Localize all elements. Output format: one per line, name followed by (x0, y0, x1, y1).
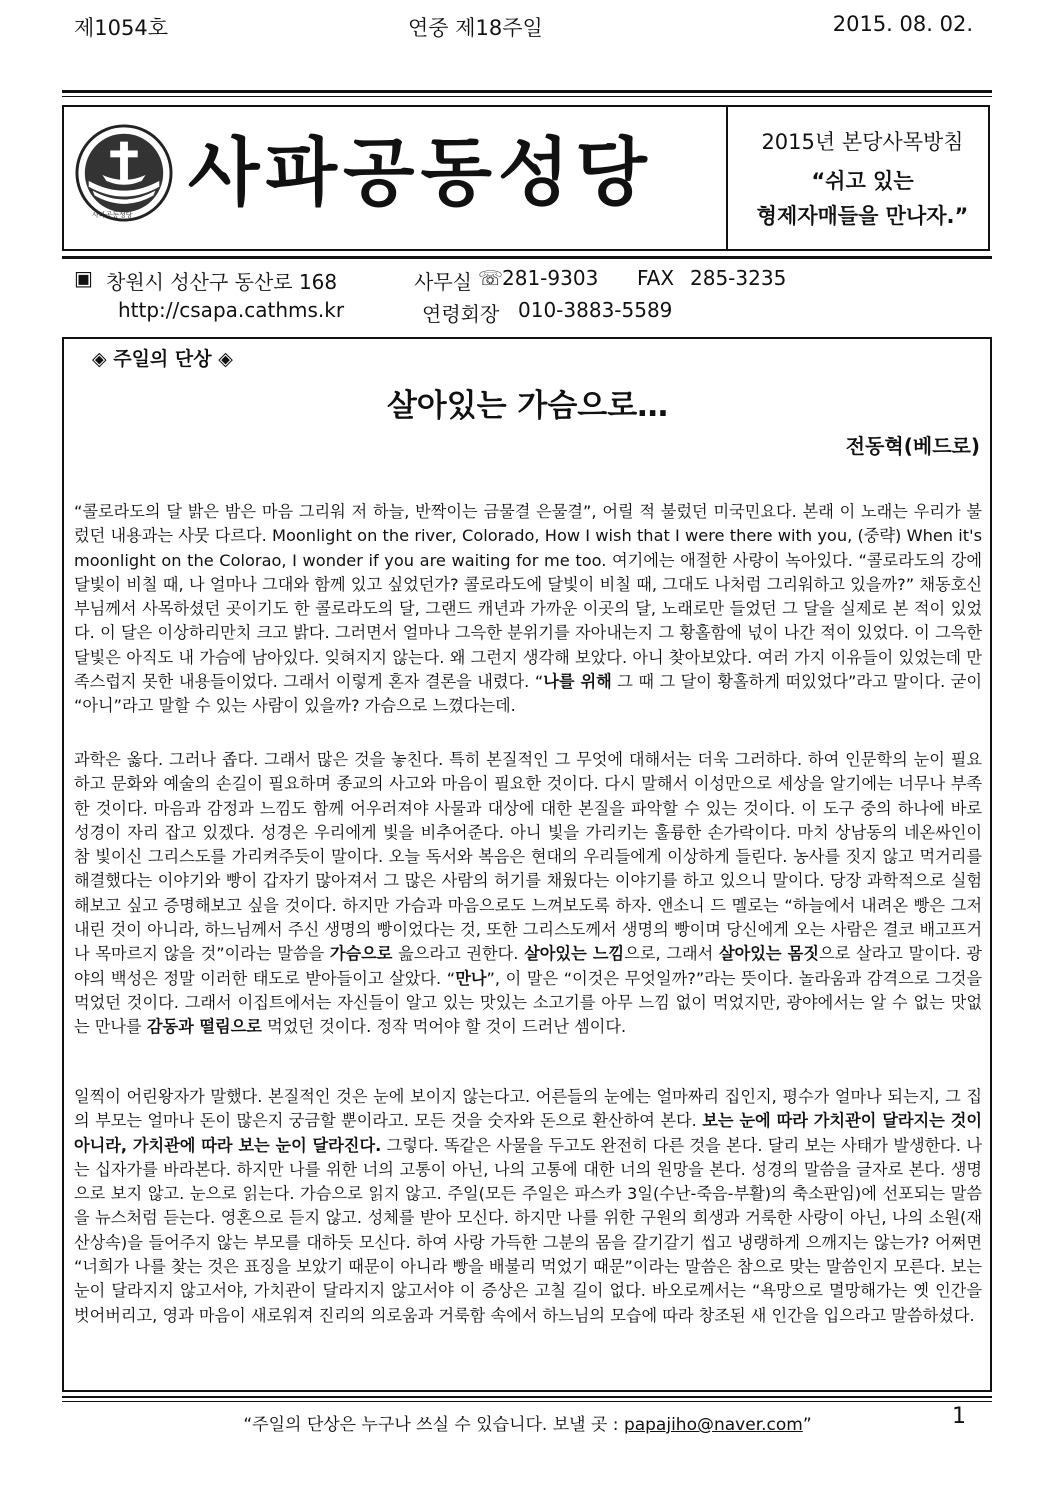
motto-line-1: “쉬고 있는 (811, 169, 914, 193)
fax-label: FAX (637, 266, 675, 290)
church-name: 사파공동성당 (188, 130, 653, 216)
top-rule-thin (62, 96, 992, 97)
footer-note: “주일의 단상은 누구나 쓰실 수 있습니다. 보낼 곳 : papajiho@naver.com” (243, 1415, 812, 1435)
church-address: 창원시 성산구 동산로 168 (106, 270, 338, 294)
masthead-rule (62, 256, 992, 259)
article-title: 살아있는 가슴으로… (386, 388, 669, 424)
emblem-caption: 사파공동성당 (92, 211, 133, 219)
contact-bullet: ▣ (74, 266, 93, 290)
website-link[interactable]: http://csapa.cathms.kr (118, 298, 345, 322)
article-paragraph-1: “콜로라도의 달 밝은 밤은 마음 그리워 저 하늘, 반짝이는 금물결 은물결”, 어릴 적 불렀던 미국민요다. 본래 이 노래는 우리가 불렀던 내용과는 사뭇 다르다. Moonlight on the river, Colorado, How I wish that I were there with you, (중략) When it's moonlight on the Colorao, I wonder if you are waiting for me too. 여기에는 애절한 사랑이 녹아있다. “콜로라도의 강에 달빛이 비칠 때, 나 얼마나 그대와 함께 있고 싶었던가? 콜로라도에 달빛이 비칠 때, 그대도 나처럼 그리워하고 있을까?” 채동호신부님께서 사목하셨던 곳이기도 한 콜로라도의 달, 그랜드 캐년과 가까운 이곳의 달, 노래로만 들었던 그 달을 실제로 본 적이 있었다. 이 달은 이상하리만치 크고 밝다. 그러면서 얼마나 그윽한 분위기를 자아내는지 그 황홀함에 넋이 나간 적이 있었다. 이 그윽한 달빛은 아직도 내 가슴에 남아있다. 잊혀지지 않는다. 왜 그런지 생각해 보았다. 아니 찾아보았다. 여러 가지 이유들이 있었는데 만족스럽지 못한 내용들이었다. 그래서 이렇게 혼자 결론을 내렸다. “나를 위해 그 때 그 달이 황홀하게 떠있었다”라고 말이다. 굳이 “아니”라고 말할 수 있는 사람이 있을까? 가슴으로 느꼈다는데. (74, 502, 983, 716)
masthead-divider (726, 105, 728, 251)
motto-line-2: 형제자매들을 만나자.” (756, 204, 969, 228)
liturgical-week: 연중 제18주일 (408, 16, 543, 40)
office-label: 사무실 (414, 270, 472, 294)
issue-number: 제1054호 (74, 16, 169, 40)
issue-date: 2015. 08. 02. (832, 12, 973, 36)
footer-email-link[interactable]: papajiho@naver.com (623, 1415, 803, 1435)
section-label: ◈ 주일의 단상 ◈ (92, 348, 233, 370)
article-paragraph-2: 과학은 옳다. 그러나 좁다. 그래서 많은 것을 놓친다. 특히 본질적인 그 무엇에 대해서는 더욱 그러하다. 하여 인문학의 눈이 필요하고 문화와 예술의 손길이 필요하며 종교의 사고와 마음이 필요한 것이다. 다시 말해서 이성만으로 세상을 알기에는 너무나 부족한 것이다. 마음과 감정과 느낌도 함께 어우러져야 사물과 대상에 대한 본질을 파악할 수 있는 것이다. 이 도구 중의 하나에 바로 성경이 자리 잡고 있겠다. 성경은 우리에게 빛을 비추어준다. 아니 빛을 가리키는 훌륭한 손가락이다. 마치 상남동의 네온싸인이 참 빛이신 그리스도를 가리켜주듯이 말이다. 오늘 독서와 복음은 현대의 우리들에게 이상하게 들린다. 농사를 짓지 않고 먹거리를 해결했다는 이야기와 빵이 갑자기 많아져서 그 많은 사람의 허기를 채웠다는 이야기를 하고 있으니 말이다. 당장 과학적으로 실험해보고 싶고 증명해보고 싶을 것이다. 하지만 가슴과 마음으로도 느껴보도록 하자. 앤소니 드 멜로는 “하늘에서 내려온 빵은 그저 내린 것이 아니라, 하느님께서 주신 생명의 빵이었다는 것, 또한 그리스도께서 생명의 빵이며 당신에게 오는 사람은 결코 배고프거나 목마르지 않을 것”이라는 말씀을 가슴으로 읊으라고 권한다. 살아있는 느낌으로, 그래서 살아있는 몸짓으로 살라고 말이다. 광야의 백성은 정말 이러한 태도로 받아들이고 살았다. “만나”, 이 말은 “이것은 무엇일까?”라는 뜻이다. 놀라움과 감격으로 그것을 먹었던 것이다. 그래서 이집트에서는 자신들이 알고 있는 맛있는 소고기를 아무 느낌 없이 먹었지만, 광야에서는 알 수 없는 맛없는 만나를 감동과 떨림으로 먹었던 것이다. 정작 먹어야 할 것이 드러난 셈이다. (74, 750, 983, 1037)
footer-rule-thin (62, 1401, 992, 1402)
fax-number: 285-3235 (690, 266, 787, 290)
office-phone: 281-9303 (502, 266, 599, 290)
top-rule (62, 90, 992, 93)
article-paragraph-3: 일찍이 어린왕자가 말했다. 본질적인 것은 눈에 보이지 않는다고. 어른들의 눈에는 얼마짜리 집인지, 평수가 얼마나 되는지, 그 집의 부모는 얼마나 돈이 많은지 궁금할 뿐이라고. 모든 것을 숫자와 돈으로 환산하여 본다. 보는 눈에 따라 가치관이 달라지는 것이 아니라, 가치관에 따라 보는 눈이 달라진다. 그렇다. 똑같은 사물을 두고도 완전히 다른 것을 본다. 달리 보는 사태가 발생한다. 나는 십자가를 바라본다. 하지만 나를 위한 너의 고통이 아닌, 나의 고통에 대한 너의 원망을 본다. 성경의 말씀을 글자로 본다. 생명으로 보지 않고. 눈으로 읽는다. 가슴으로 읽지 않고. 주일(모든 주일은 파스카 3일(수난-죽음-부활)의 축소판임)에 선포되는 말씀을 뉴스처럼 듣는다. 영혼으로 듣지 않고. 성체를 받아 모신다. 하지만 나를 위한 구원의 희생과 거룩한 사랑이 아닌, 나의 소원(재산상속)을 들어주지 않는 부모를 대하듯 모신다. 하여 사랑 가득한 그분의 몸을 갈기갈기 씹고 냉랭하게 으깨지는 않는가? 어쩌면 “너희가 나를 찾는 것은 표징을 보았기 때문이 아니라 빵을 배불리 먹었기 때문”이라는 말씀은 참으로 맞는 말씀인지 모른다. 보는 눈이 달라지지 않고서야, 가치관이 달라지지 않고서야 이 증상은 고칠 길이 없다. 바오로께서는 “욕망으로 멸망해가는 옛 인간을 벗어버리고, 영과 마음이 새로워져 진리의 의로움과 거룩함 속에서 하느님의 모습에 따라 창조된 새 인간을 입으라고 말씀하셨다. (74, 1087, 983, 1325)
motto-year: 2015년 본당사목방침 (761, 130, 964, 154)
chairman-label: 연령회장 (422, 302, 500, 326)
footer-rule (62, 1396, 992, 1398)
church-emblem-icon (75, 124, 173, 222)
chairman-phone: 010-3883-5589 (518, 298, 673, 322)
page-number: 1 (952, 1404, 966, 1429)
phone-icon: ☏ (478, 266, 504, 290)
article-author: 전동혁(베드로) (845, 434, 980, 458)
